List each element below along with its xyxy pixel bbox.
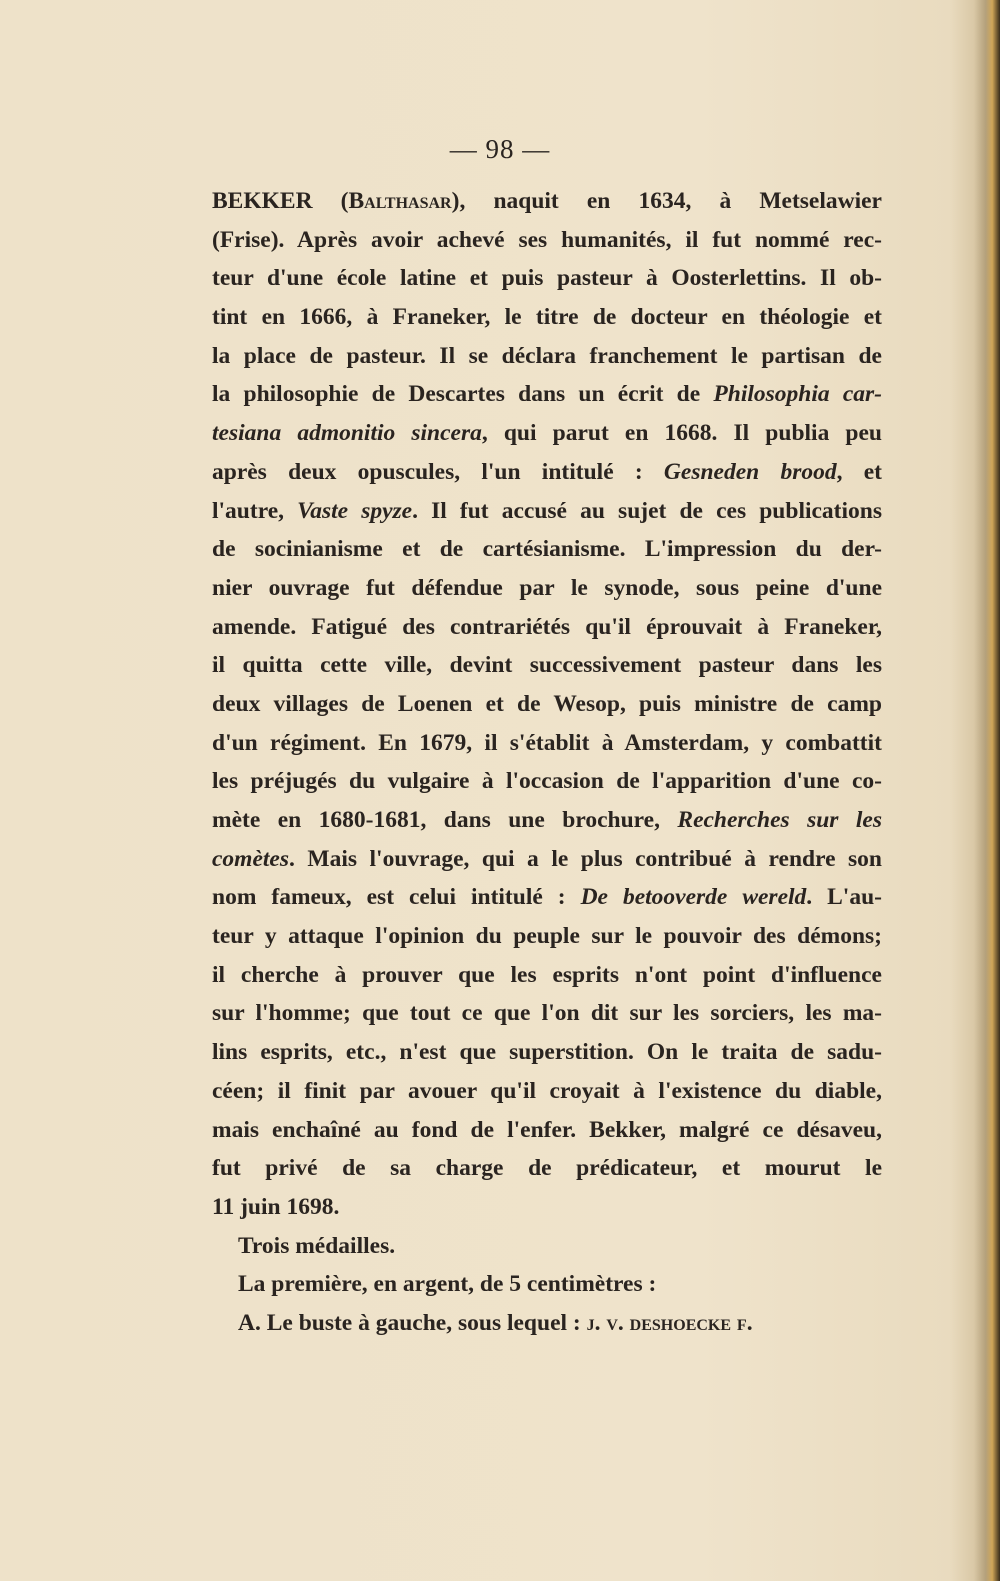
text-line <box>212 259 882 298</box>
text-run: 11 juin 1698. <box>212 1193 340 1220</box>
text-line <box>212 1188 882 1227</box>
text-run: tint en 1666, à Franeker, le titre de docteur en théologie et <box>212 304 882 331</box>
text-line <box>212 375 882 414</box>
text-line <box>212 878 882 917</box>
text-line <box>212 337 882 376</box>
text-run: l'autre, <box>212 497 298 524</box>
text-line <box>212 685 882 724</box>
italic-title: De betooverde wereld <box>580 884 807 911</box>
text-run: A. Le buste à gauche, sous lequel : <box>238 1309 587 1336</box>
text-line <box>212 1033 882 1072</box>
page-number: — 98 — <box>449 134 551 164</box>
italic-title: Gesneden brood <box>663 458 837 485</box>
small-caps-text: j. v. deshoecke f. <box>586 1309 753 1336</box>
text-run: mète en 1680-1681, dans une brochure, <box>212 807 678 833</box>
text-run: La première, en argent, de 5 centimètres : <box>238 1271 657 1298</box>
text-line <box>212 1149 882 1188</box>
text-line <box>212 1304 882 1343</box>
text-run: , et <box>836 458 882 485</box>
text-line <box>212 840 882 879</box>
text-line <box>212 956 882 995</box>
text-run: sur l'homme; que tout ce que l'on dit sur les sorciers, les ma- <box>212 1000 882 1027</box>
text-run: . Il fut accusé au sujet de ces publications <box>412 497 882 524</box>
text-line <box>212 453 882 492</box>
text-line <box>212 569 882 608</box>
text-line <box>212 917 882 956</box>
text-run: d'un régiment. En 1679, il s'établit à Amsterdam, y combattit <box>212 729 882 756</box>
text-line <box>212 414 882 453</box>
text-line <box>212 1227 882 1266</box>
text-run: (Frise). Après avoir achevé ses humanités, il fut nommé rec- <box>212 226 882 253</box>
small-caps-text: Balthasar <box>348 188 452 214</box>
text-line <box>212 492 882 531</box>
text-run: ), naquit en 1634, à Metselawier <box>451 188 882 214</box>
text-line <box>212 1072 882 1111</box>
text-run: lins esprits, etc., n'est que superstition. On le traita de sadu- <box>212 1039 882 1066</box>
text-line <box>212 762 882 801</box>
text-run: la philosophie de Descartes dans un écrit de <box>212 381 714 408</box>
text-run: nier ouvrage fut défendue par le synode, sous peine d'une <box>212 574 882 601</box>
text-run: il quitta cette ville, devint successivement pasteur dans les <box>212 652 882 679</box>
italic-title: comètes <box>212 845 289 872</box>
text-line <box>212 298 882 337</box>
text-line <box>212 1111 882 1150</box>
text-line <box>212 530 882 569</box>
text-run: céen; il finit par avouer qu'il croyait à l'existence du diable, <box>212 1077 882 1104</box>
text-run: les préjugés du vulgaire à l'occasion de l'apparition d'une co- <box>212 768 882 795</box>
text-run: il cherche à prouver que les esprits n'ont point d'influence <box>212 961 882 988</box>
text-line <box>212 1265 882 1304</box>
text-run: mais enchaîné au fond de l'enfer. Bekker, malgré ce désaveu, <box>212 1116 882 1143</box>
text-line <box>212 994 882 1033</box>
text-run: nom fameux, est celui intitulé : <box>212 884 581 911</box>
text-run: la place de pasteur. Il se déclara franchement le partisan de <box>212 342 882 369</box>
text-run: amende. Fatigué des contrariétés qu'il éprouvait à Franeker, <box>212 613 882 640</box>
text-run: . Mais l'ouvrage, qui a le plus contribué à rendre son <box>289 845 882 872</box>
text-line <box>212 724 882 763</box>
body-text <box>212 182 882 1343</box>
text-run: , qui parut en 1668. Il publia peu <box>481 420 883 447</box>
text-run: de socinianisme et de cartésianisme. L'impression du der- <box>212 536 882 563</box>
text-line <box>212 608 882 647</box>
text-run: teur y attaque l'opinion du peuple sur le pouvoir des démons; <box>212 923 882 950</box>
text-run: après deux opuscules, l'un intitulé : <box>212 458 664 485</box>
text-run: fut privé de sa charge de prédicateur, et mourut le <box>212 1155 882 1182</box>
text-line <box>212 221 882 260</box>
italic-title: Vaste spyze <box>297 497 413 524</box>
text-run: teur d'une école latine et puis pasteur à Oosterlettins. Il ob- <box>212 265 882 292</box>
text-line <box>212 182 882 221</box>
page-edge-shadow <box>974 0 1000 1581</box>
text-line <box>212 801 882 840</box>
text-run: deux villages de Loenen et de Wesop, puis ministre de camp <box>212 690 882 717</box>
italic-title: Recherches sur les <box>677 807 882 833</box>
text-run: . L'au- <box>806 884 882 911</box>
italic-title: tesiana admonitio sincera <box>212 420 482 447</box>
text-line <box>212 646 882 685</box>
text-run: BEKKER ( <box>212 188 349 214</box>
text-run: Trois médailles. <box>238 1232 396 1259</box>
italic-title: Philosophia car- <box>713 381 882 408</box>
